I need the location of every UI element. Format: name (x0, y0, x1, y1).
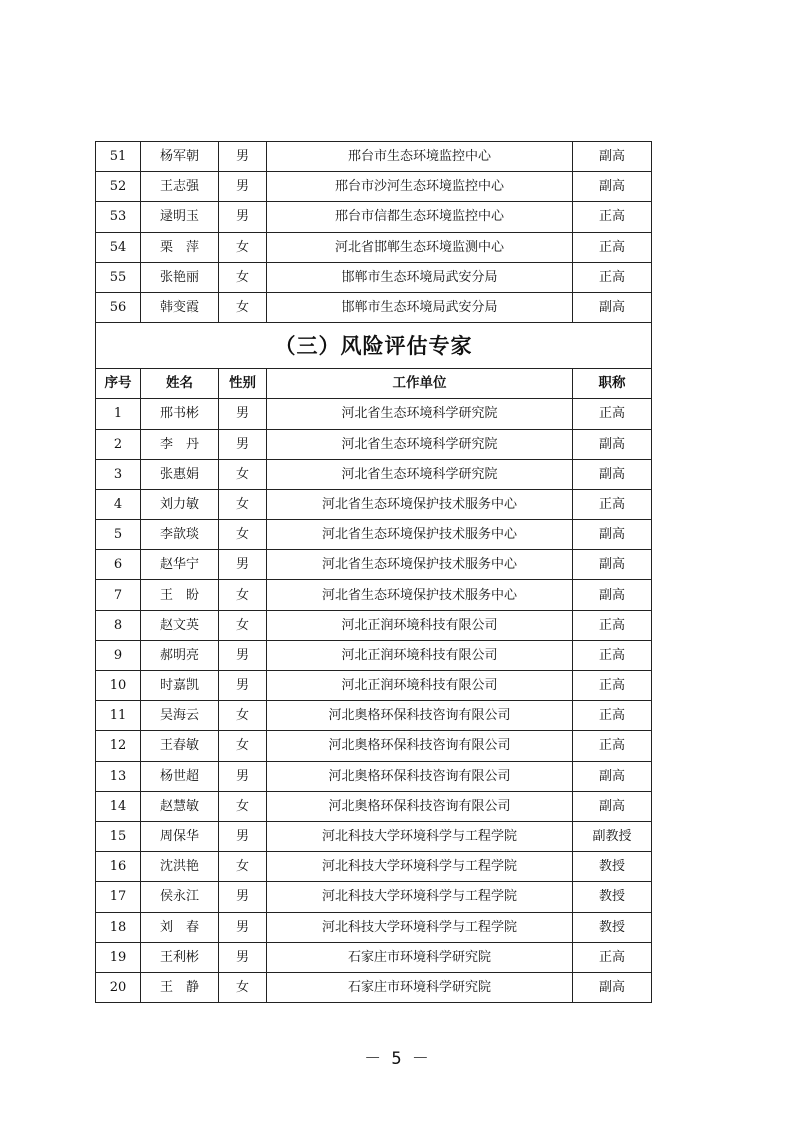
table-row (96, 202, 652, 232)
expert-table (95, 141, 652, 1003)
page-number: － 5 － (364, 1049, 429, 1069)
cell-no: 10 (96, 671, 141, 701)
cell-name: 栗 萍 (141, 232, 219, 262)
cell-no: 12 (96, 731, 141, 761)
cell-gender: 男 (219, 429, 267, 459)
cell-gender: 女 (219, 972, 267, 1002)
cell-name: 逯明玉 (141, 202, 219, 232)
cell-no: 8 (96, 610, 141, 640)
cell-gender: 女 (219, 232, 267, 262)
cell-no: 15 (96, 821, 141, 851)
cell-name: 邢书彬 (141, 399, 219, 429)
cell-name: 刘 春 (141, 912, 219, 942)
header-unit: 工作单位 (267, 369, 573, 399)
cell-no: 13 (96, 761, 141, 791)
cell-no: 53 (96, 202, 141, 232)
table-row (96, 640, 652, 670)
cell-unit: 河北正润环境科技有限公司 (267, 610, 573, 640)
cell-unit: 河北奥格环保科技咨询有限公司 (267, 791, 573, 821)
cell-no: 11 (96, 701, 141, 731)
table-row (96, 852, 652, 882)
cell-gender: 男 (219, 882, 267, 912)
cell-unit: 石家庄市环境科学研究院 (267, 972, 573, 1002)
cell-gender: 女 (219, 489, 267, 519)
cell-unit: 河北奥格环保科技咨询有限公司 (267, 701, 573, 731)
cell-no: 19 (96, 942, 141, 972)
cell-gender: 男 (219, 202, 267, 232)
cell-gender: 男 (219, 550, 267, 580)
cell-title: 副高 (573, 580, 652, 610)
cell-title: 正高 (573, 731, 652, 761)
cell-unit: 河北正润环境科技有限公司 (267, 640, 573, 670)
cell-gender: 女 (219, 731, 267, 761)
cell-unit: 河北省生态环境科学研究院 (267, 429, 573, 459)
cell-name: 王春敏 (141, 731, 219, 761)
cell-title: 正高 (573, 640, 652, 670)
cell-gender: 男 (219, 172, 267, 202)
cell-title: 正高 (573, 610, 652, 640)
cell-title: 正高 (573, 671, 652, 701)
cell-unit: 石家庄市环境科学研究院 (267, 942, 573, 972)
cell-gender: 男 (219, 640, 267, 670)
cell-no: 2 (96, 429, 141, 459)
table-row (96, 232, 652, 262)
cell-unit: 河北科技大学环境科学与工程学院 (267, 912, 573, 942)
cell-no: 3 (96, 459, 141, 489)
cell-no: 1 (96, 399, 141, 429)
cell-title: 副高 (573, 292, 652, 322)
table-row (96, 671, 652, 701)
cell-name: 赵文英 (141, 610, 219, 640)
cell-no: 20 (96, 972, 141, 1002)
cell-name: 时嘉凯 (141, 671, 219, 701)
table-row (96, 262, 652, 292)
table-row (96, 821, 652, 851)
cell-no: 16 (96, 852, 141, 882)
cell-no: 6 (96, 550, 141, 580)
cell-gender: 女 (219, 852, 267, 882)
cell-name: 刘力敏 (141, 489, 219, 519)
cell-name: 韩变霞 (141, 292, 219, 322)
cell-unit: 邢台市生态环境监控中心 (267, 142, 573, 172)
cell-gender: 女 (219, 610, 267, 640)
cell-name: 王 盼 (141, 580, 219, 610)
cell-title: 副高 (573, 972, 652, 1002)
cell-no: 7 (96, 580, 141, 610)
table-row (96, 761, 652, 791)
cell-no: 17 (96, 882, 141, 912)
cell-no: 52 (96, 172, 141, 202)
cell-gender: 女 (219, 791, 267, 821)
cell-unit: 河北奥格环保科技咨询有限公司 (267, 761, 573, 791)
cell-gender: 男 (219, 399, 267, 429)
cell-name: 王利彬 (141, 942, 219, 972)
cell-gender: 女 (219, 520, 267, 550)
cell-title: 正高 (573, 399, 652, 429)
cell-name: 杨世超 (141, 761, 219, 791)
cell-title: 正高 (573, 701, 652, 731)
cell-unit: 河北省生态环境科学研究院 (267, 459, 573, 489)
cell-title: 教授 (573, 882, 652, 912)
table-row (96, 142, 652, 172)
cell-name: 沈洪艳 (141, 852, 219, 882)
cell-no: 14 (96, 791, 141, 821)
cell-title: 正高 (573, 942, 652, 972)
header-title: 职称 (573, 369, 652, 399)
table-row (96, 912, 652, 942)
cell-no: 4 (96, 489, 141, 519)
cell-unit: 邯郸市生态环境局武安分局 (267, 292, 573, 322)
cell-unit: 邯郸市生态环境局武安分局 (267, 262, 573, 292)
cell-gender: 女 (219, 262, 267, 292)
cell-title: 教授 (573, 852, 652, 882)
cell-unit: 河北科技大学环境科学与工程学院 (267, 821, 573, 851)
cell-gender: 女 (219, 701, 267, 731)
table-row (96, 731, 652, 761)
cell-unit: 邢台市沙河生态环境监控中心 (267, 172, 573, 202)
cell-title: 副高 (573, 459, 652, 489)
cell-title: 副高 (573, 791, 652, 821)
cell-name: 李歆琰 (141, 520, 219, 550)
table-row (96, 520, 652, 550)
cell-unit: 河北科技大学环境科学与工程学院 (267, 882, 573, 912)
table-row (96, 489, 652, 519)
header-no: 序号 (96, 369, 141, 399)
cell-gender: 女 (219, 292, 267, 322)
table-row (96, 701, 652, 731)
cell-name: 赵华宁 (141, 550, 219, 580)
cell-title: 正高 (573, 262, 652, 292)
cell-title: 副高 (573, 172, 652, 202)
table-row (96, 429, 652, 459)
cell-title: 副高 (573, 520, 652, 550)
cell-title: 正高 (573, 232, 652, 262)
table-row (96, 550, 652, 580)
cell-name: 赵慧敏 (141, 791, 219, 821)
cell-unit: 河北正润环境科技有限公司 (267, 671, 573, 701)
cell-unit: 河北省生态环境保护技术服务中心 (267, 580, 573, 610)
cell-gender: 女 (219, 580, 267, 610)
cell-title: 副高 (573, 550, 652, 580)
table-row (96, 882, 652, 912)
cell-no: 56 (96, 292, 141, 322)
cell-name: 侯永江 (141, 882, 219, 912)
header-row (96, 369, 652, 399)
cell-unit: 河北省生态环境保护技术服务中心 (267, 489, 573, 519)
cell-name: 张惠娟 (141, 459, 219, 489)
cell-no: 55 (96, 262, 141, 292)
table-row (96, 610, 652, 640)
table-row (96, 292, 652, 322)
cell-title: 正高 (573, 489, 652, 519)
table-row (96, 791, 652, 821)
table-row (96, 580, 652, 610)
header-gender: 性别 (219, 369, 267, 399)
cell-unit: 河北奥格环保科技咨询有限公司 (267, 731, 573, 761)
cell-unit: 河北科技大学环境科学与工程学院 (267, 852, 573, 882)
cell-no: 18 (96, 912, 141, 942)
cell-gender: 男 (219, 671, 267, 701)
cell-name: 王 静 (141, 972, 219, 1002)
cell-gender: 男 (219, 912, 267, 942)
cell-name: 杨军朝 (141, 142, 219, 172)
cell-name: 李 丹 (141, 429, 219, 459)
cell-name: 王志强 (141, 172, 219, 202)
cell-gender: 男 (219, 761, 267, 791)
cell-unit: 河北省生态环境保护技术服务中心 (267, 550, 573, 580)
table-row (96, 459, 652, 489)
table-row (96, 172, 652, 202)
cell-unit: 河北省邯郸生态环境监测中心 (267, 232, 573, 262)
cell-gender: 男 (219, 142, 267, 172)
table-row (96, 972, 652, 1002)
cell-no: 5 (96, 520, 141, 550)
cell-gender: 女 (219, 459, 267, 489)
cell-name: 周保华 (141, 821, 219, 851)
cell-unit: 河北省生态环境保护技术服务中心 (267, 520, 573, 550)
table-row (96, 942, 652, 972)
cell-title: 副教授 (573, 821, 652, 851)
cell-title: 副高 (573, 429, 652, 459)
cell-unit: 河北省生态环境科学研究院 (267, 399, 573, 429)
table-body-continued (96, 142, 652, 323)
header-name: 姓名 (141, 369, 219, 399)
cell-title: 正高 (573, 202, 652, 232)
cell-gender: 男 (219, 942, 267, 972)
section-title: （三）风险评估专家 (96, 323, 652, 369)
table-row (96, 399, 652, 429)
cell-name: 张艳丽 (141, 262, 219, 292)
section-block (96, 323, 652, 399)
cell-name: 吴海云 (141, 701, 219, 731)
cell-title: 教授 (573, 912, 652, 942)
cell-no: 51 (96, 142, 141, 172)
cell-gender: 男 (219, 821, 267, 851)
cell-title: 副高 (573, 142, 652, 172)
cell-unit: 邢台市信都生态环境监控中心 (267, 202, 573, 232)
table-body-risk-experts (96, 399, 652, 1003)
cell-name: 郝明亮 (141, 640, 219, 670)
section-row (96, 323, 652, 369)
cell-no: 9 (96, 640, 141, 670)
cell-no: 54 (96, 232, 141, 262)
cell-title: 副高 (573, 761, 652, 791)
